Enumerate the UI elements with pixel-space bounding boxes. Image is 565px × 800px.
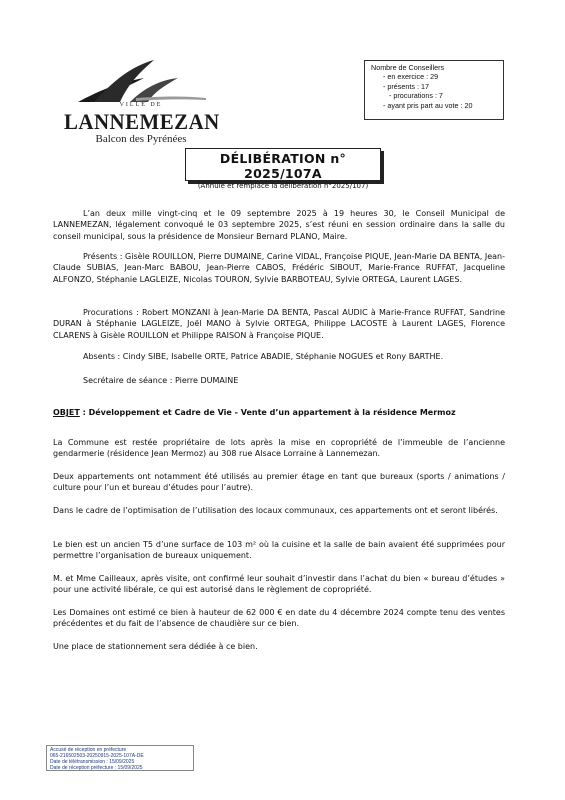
body-paragraph-3: Dans le cadre de l’optimisation de l’utilisation des locaux communaux, ces appartements ont et seront libérés. bbox=[53, 506, 498, 515]
councillors-en-exercice: - en exercice : 29 bbox=[383, 72, 439, 82]
councillors-procurations: - procurations : 7 bbox=[389, 91, 443, 101]
absents-paragraph: Absents : Cindy SIBE, Isabelle ORTE, Patrice ABADIE, Stéphanie NOGUES et Rony BARTHE. bbox=[83, 352, 444, 361]
body-paragraph-1: La Commune est restée propriétaire de lots après la mise en copropriété de l’immeuble de l’ancienne gendarmerie (résidence Jean Mermoz) au 308 rue Alsace Lorraine à Lannemezan. bbox=[53, 438, 505, 459]
objet-label: OBJET bbox=[53, 408, 80, 417]
secretaire-paragraph: Secrétaire de séance : Pierre DUMAINE bbox=[83, 376, 239, 385]
body-paragraph-7: Une place de stationnement sera dédiée à ce bien. bbox=[53, 642, 258, 651]
logo-ville-label: VILLE DE bbox=[119, 102, 163, 108]
deliberation-title: DÉLIBÉRATION n° 2025/107A bbox=[219, 151, 347, 181]
body-paragraph-5: M. et Mme Cailleaux, après visite, ont confirmé leur souhait d’investir dans l’achat du bien « bureau d’études » pour une activité libérale, ce qui est autorisé dans le règlement de copropriété. bbox=[53, 574, 505, 595]
deliberation-subtitle: (Annule et remplace la délibération n°2025/107) bbox=[197, 182, 369, 190]
presents-paragraph: Présents : Gisèle ROUILLON, Pierre DUMAINE, Carine VIDAL, Françoise PIQUE, Jean-Marie DA BENTA, Jean-Claude SUBIAS, Jean-Marc BABOU, Jean-Pierre CABOS, Frédéric SIBOUT, Marie-France RUFFAT, Jacqueline ALFONZO, Stéphanie LAGLEIZE, Nicolas TOURON, Sylvie BARBOTEAU, Sylvie ORTEGA, Laurent LAGES. bbox=[53, 252, 505, 284]
intro-paragraph: L’an deux mille vingt-cinq et le 09 septembre 2025 à 19 heures 30, le Conseil Municipal de LANNEMEZAN, légalement convoqué le 03 septembre 2025, s’est réuni en session ordinaire dans la salle du conseil municipal, sous la présidence de Monsieur Bernard PLANO, Maire. bbox=[53, 209, 505, 241]
objet-text: : Développement et Cadre de Vie - Vente d’un appartement à la résidence Mermoz bbox=[79, 408, 456, 417]
city-logo bbox=[64, 58, 220, 150]
body-paragraph-2: Deux appartements ont notamment été utilisés au premier étage en tant que bureaux (sports / animations / culture pour l’un et bureau d’études pour l’autre). bbox=[53, 472, 505, 493]
receipt-line-3: Date de télétransmission : 15/09/2025 bbox=[50, 759, 135, 766]
receipt-line-1: Accusé de réception en préfecture bbox=[50, 747, 127, 753]
procurations-paragraph: Procurations : Robert MONZANI à Jean-Marie DA BENTA, Pascal AUDIC à Marie-France RUFFAT, Sandrine DURAN à Stéphanie LAGLEIZE, Joël MANO à Sylvie ORTEGA, Philippe LACOSTE à Laurent LAGES, Florence CLARENS à Gisèle ROUILLON et Philippe RAISON à Françoise PIQUE. bbox=[53, 308, 505, 340]
councillors-box-title: Nombre de Conseillers bbox=[371, 63, 445, 72]
councillors-count-box bbox=[364, 60, 504, 120]
receipt-line-4: Date de réception préfecture : 15/09/2025 bbox=[50, 765, 143, 772]
body-paragraph-4: Le bien est un ancien T5 d’une surface de 103 m² où la cuisine et la salle de bain avaient été supprimées pour permettre l’organisation de bureaux uniquement. bbox=[53, 540, 505, 561]
deliberation-title-box bbox=[185, 148, 381, 190]
logo-subtitle: Balcon des Pyrénées bbox=[95, 133, 187, 145]
councillors-presents: - présents : 17 bbox=[383, 81, 429, 91]
receipt-line-2: 065-216502503-20250915-2025-107A-DE bbox=[50, 753, 144, 760]
prefecture-receipt-stamp bbox=[46, 745, 194, 771]
body-paragraph-6: Les Domaines ont estimé ce bien à hauteur de 62 000 € en date du 4 décembre 2024 compte tenu des ventes précédentes et du fait de l’absence de chaudière sur ce bien. bbox=[53, 608, 505, 629]
mountain-logo-icon bbox=[74, 58, 208, 104]
objet-line bbox=[53, 407, 505, 418]
logo-city-name: LANNEMEZAN bbox=[64, 109, 220, 134]
councillors-votants: - ayant pris part au vote : 20 bbox=[383, 100, 473, 110]
